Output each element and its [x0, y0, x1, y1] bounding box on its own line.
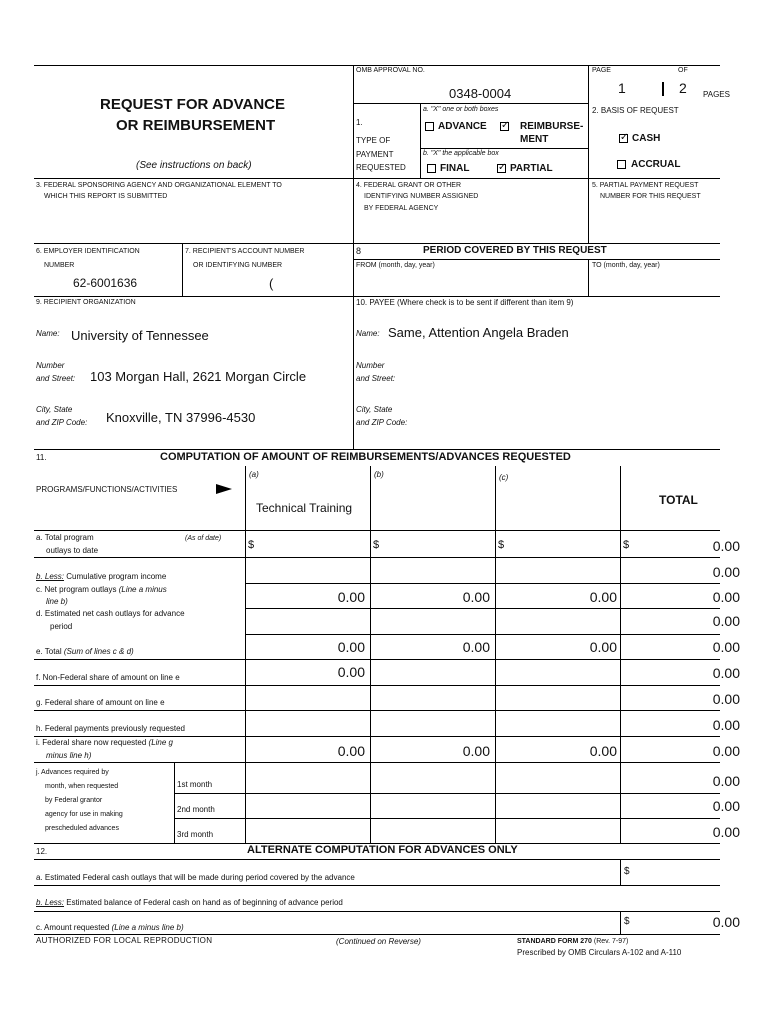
- dollar-sign: $: [623, 539, 630, 551]
- amount-requested-value[interactable]: 0.00: [712, 914, 740, 930]
- recipient-city-label1: City, State: [36, 405, 73, 414]
- payee-name-label: Name:: [356, 329, 380, 338]
- field7-label-line1: 7. RECIPIENT'S ACCOUNT NUMBER: [185, 248, 305, 255]
- field6-label-line2: NUMBER: [44, 262, 75, 269]
- payment-b-instruction: b. "X" the applicable box: [423, 150, 499, 157]
- section11-title: COMPUTATION OF AMOUNT OF REIMBURSEMENTS/ADVANCES REQUESTED: [160, 451, 571, 463]
- month3-label: 3rd month: [177, 830, 214, 839]
- as-of-date-label: (As of date): [185, 535, 222, 542]
- field4-label-line2: IDENTIFYING NUMBER ASSIGNED: [364, 193, 479, 200]
- recipient-street-label1: Number: [36, 361, 65, 370]
- row-b-less: b. Less:: [36, 572, 65, 581]
- recipient-name-label: Name:: [36, 329, 60, 338]
- row-c-c-value[interactable]: 0.00: [589, 589, 617, 605]
- field3-label-line2: WHICH THIS REPORT IS SUBMITTED: [44, 193, 168, 200]
- row-g-label: g. Federal share of amount on line e: [36, 698, 165, 707]
- payment-a-instruction: a. "X" one or both boxes: [423, 106, 499, 113]
- form-title-line2: OR REIMBURSEMENT: [116, 117, 276, 134]
- section12-c-pre: c. Amount requested: [36, 923, 110, 932]
- section12-c-label: [36, 923, 184, 932]
- continued-on-reverse: (Continued on Reverse): [336, 937, 421, 946]
- row-e-b-value[interactable]: 0.00: [462, 639, 490, 655]
- payment-type-label3: REQUESTED: [356, 163, 406, 172]
- field5-label-line1: 5. PARTIAL PAYMENT REQUEST: [592, 182, 699, 189]
- row-d-label-line1: d. Estimated net cash outlays for advance: [36, 609, 185, 618]
- row-e-c-value[interactable]: 0.00: [589, 639, 617, 655]
- row-a-total-value[interactable]: 0.00: [712, 538, 740, 554]
- prescribed-by: Prescribed by OMB Circulars A-102 and A-110: [517, 948, 682, 957]
- row-i-a-value[interactable]: 0.00: [337, 743, 365, 759]
- row-a-label-line2: outlays to date: [46, 546, 99, 555]
- row-i-pre: i. Federal share now requested: [36, 738, 147, 747]
- row-f-total-value[interactable]: 0.00: [712, 665, 740, 681]
- cash-label: CASH: [632, 133, 661, 144]
- row-i-label-line1: [36, 738, 173, 747]
- row-g-total-value[interactable]: 0.00: [712, 691, 740, 707]
- field5-label-line2: NUMBER FOR THIS REQUEST: [600, 193, 701, 200]
- dollar-sign: $: [373, 539, 380, 551]
- sf-number: STANDARD FORM 270: [517, 938, 592, 945]
- payment-num: 1.: [356, 118, 363, 127]
- row-d-label-line2: period: [50, 622, 73, 631]
- row-c-label-line2: line b): [46, 597, 68, 606]
- month1-total-value[interactable]: 0.00: [712, 773, 740, 789]
- row-c-label-line1: [36, 585, 167, 594]
- instructions-note: (See instructions on back): [136, 160, 252, 171]
- accrual-label: ACCRUAL: [631, 159, 681, 170]
- row-j-label-line2: month, when requested: [45, 783, 119, 790]
- payment-type-label1: TYPE OF: [356, 136, 391, 145]
- field6-label-line1: 6. EMPLOYER IDENTIFICATION: [36, 248, 140, 255]
- partial-label: PARTIAL: [510, 163, 553, 174]
- section12-a-label: a. Estimated Federal cash outlays that will be made during period covered by the advance: [36, 873, 355, 882]
- page-total[interactable]: 2: [679, 80, 687, 96]
- col-a-label: (a): [249, 470, 259, 479]
- partial-checkbox[interactable]: [497, 164, 506, 173]
- row-j-label-line4: agency for use in making: [45, 811, 123, 818]
- cash-checkbox[interactable]: [619, 134, 628, 143]
- payee-street-label2: and Street:: [356, 374, 396, 383]
- payee-label-text: 10. PAYEE (Where check is to be sent if different than item 9): [356, 298, 574, 307]
- row-j-label-line5: prescheduled advances: [45, 825, 119, 832]
- field4-label-line3: BY FEDERAL AGENCY: [364, 205, 439, 212]
- payee-label: [356, 298, 573, 307]
- recipient-city-label2: and ZIP Code:: [36, 418, 88, 427]
- month3-total-value[interactable]: 0.00: [712, 824, 740, 840]
- row-c-italic: (Line a minus: [118, 585, 167, 594]
- row-c-b-value[interactable]: 0.00: [462, 589, 490, 605]
- page-label: PAGE: [592, 67, 611, 74]
- section12-b-less: b. Less:: [36, 898, 65, 907]
- row-c-pre: c. Net program outlays: [36, 585, 117, 594]
- advance-label: ADVANCE: [438, 121, 487, 132]
- final-checkbox[interactable]: [427, 164, 436, 173]
- row-d-total-value[interactable]: 0.00: [712, 613, 740, 629]
- authorized-reproduction: AUTHORIZED FOR LOCAL REPRODUCTION: [36, 936, 213, 945]
- accrual-checkbox[interactable]: [617, 160, 626, 169]
- section11-num: 11.: [36, 453, 47, 462]
- dollar-sign: $: [624, 866, 630, 877]
- col-c-label: (c): [499, 473, 509, 482]
- basis-label: 2. BASIS OF REQUEST: [592, 106, 679, 115]
- of-label: OF: [678, 67, 688, 74]
- col-a-program-name[interactable]: Technical Training: [256, 501, 353, 515]
- row-e-total-value[interactable]: 0.00: [712, 639, 740, 655]
- dollar-sign: $: [498, 539, 505, 551]
- page-number[interactable]: 1: [618, 80, 626, 96]
- sf-revision: (Rev. 7-97): [593, 938, 629, 945]
- row-c-total-value[interactable]: 0.00: [712, 589, 740, 605]
- advance-checkbox[interactable]: [425, 122, 434, 131]
- row-h-label: h. Federal payments previously requested: [36, 724, 185, 733]
- final-label: FINAL: [440, 163, 470, 174]
- section12-num: 12.: [36, 847, 48, 856]
- payee-street-label1: Number: [356, 361, 385, 370]
- field3-label-line1: 3. FEDERAL SPONSORING AGENCY AND ORGANIZATIONAL ELEMENT TO: [36, 182, 282, 189]
- omb-label: OMB APPROVAL NO.: [356, 67, 425, 74]
- row-e-label: [36, 647, 134, 656]
- row-b-text: Cumulative program income: [66, 572, 167, 581]
- reimbursement-label-line1: REIMBURSE-: [520, 121, 584, 132]
- section12-c-italic: (Line a minus line b): [111, 923, 184, 932]
- section12-b-label: [36, 898, 343, 907]
- payee-name-value[interactable]: Same, Attention Angela Braden: [388, 325, 569, 340]
- dollar-sign: $: [248, 539, 255, 551]
- row-j-label-line3: by Federal grantor: [45, 797, 103, 804]
- row-f-label: f. Non-Federal share of amount on line e: [36, 673, 180, 682]
- section12-b-text: Estimated balance of Federal cash on hand as of beginning of advance period: [66, 898, 343, 907]
- row-e-pre: e. Total: [36, 647, 62, 656]
- period-from-label: FROM (month, day, year): [356, 262, 435, 269]
- row-j-label-line1: j. Advances required by: [36, 769, 109, 776]
- month2-label: 2nd month: [177, 805, 215, 814]
- field4-label-line1: 4. FEDERAL GRANT OR OTHER: [356, 182, 462, 189]
- payee-city-label1: City, State: [356, 405, 393, 414]
- row-b-total-value[interactable]: 0.00: [712, 564, 740, 580]
- reimbursement-label-line2: MENT: [520, 134, 549, 145]
- row-i-c-value[interactable]: 0.00: [589, 743, 617, 759]
- omb-number: 0348-0004: [449, 86, 512, 101]
- col-b-label: (b): [374, 470, 384, 479]
- programs-label: PROGRAMS/FUNCTIONS/ACTIVITIES: [36, 485, 178, 494]
- total-column-label: TOTAL: [659, 493, 698, 507]
- recipient-street-label2: and Street:: [36, 374, 76, 383]
- recipient-city-value[interactable]: Knoxville, TN 37996-4530: [106, 410, 256, 425]
- recipient-org-label: 9. RECIPIENT ORGANIZATION: [36, 299, 136, 306]
- month1-label: 1st month: [177, 780, 213, 789]
- form-title-line1: REQUEST FOR ADVANCE: [100, 96, 286, 113]
- field7-label-line2: OR IDENTIFYING NUMBER: [193, 262, 283, 269]
- period-to-label: TO (month, day, year): [592, 262, 660, 269]
- period-covered-title: PERIOD COVERED BY THIS REQUEST: [423, 245, 607, 256]
- row-a-label-line1: a. Total program: [36, 533, 94, 542]
- section12-title: ALTERNATE COMPUTATION FOR ADVANCES ONLY: [247, 844, 518, 856]
- row-f-a-value[interactable]: 0.00: [337, 664, 365, 680]
- account-number-value[interactable]: (: [269, 276, 274, 291]
- recipient-name-value[interactable]: University of Tennessee: [71, 328, 209, 343]
- row-b-label: [36, 572, 166, 581]
- arrow-right-icon: [216, 484, 232, 494]
- month2-total-value[interactable]: 0.00: [712, 798, 740, 814]
- row-i-total-value[interactable]: 0.00: [712, 743, 740, 759]
- pages-label: PAGES: [703, 90, 730, 99]
- dollar-sign: $: [624, 916, 630, 927]
- standard-form-id: [517, 938, 628, 945]
- row-e-a-value[interactable]: 0.00: [337, 639, 365, 655]
- row-i-label-line2: minus line h): [46, 751, 92, 760]
- recipient-street-value[interactable]: 103 Morgan Hall, 2621 Morgan Circle: [90, 369, 307, 384]
- row-e-italic: (Sum of lines c & d): [63, 647, 134, 656]
- payee-city-label2: and ZIP Code:: [356, 418, 408, 427]
- row-i-italic: (Line g: [148, 738, 173, 747]
- field8-num: 8: [356, 246, 362, 256]
- row-h-total-value[interactable]: 0.00: [712, 717, 740, 733]
- payment-type-label2: PAYMENT: [356, 150, 394, 159]
- row-c-a-value[interactable]: 0.00: [337, 589, 365, 605]
- employer-id-value[interactable]: 62-6001636: [73, 276, 138, 290]
- row-i-b-value[interactable]: 0.00: [462, 743, 490, 759]
- reimbursement-checkbox[interactable]: [500, 122, 509, 131]
